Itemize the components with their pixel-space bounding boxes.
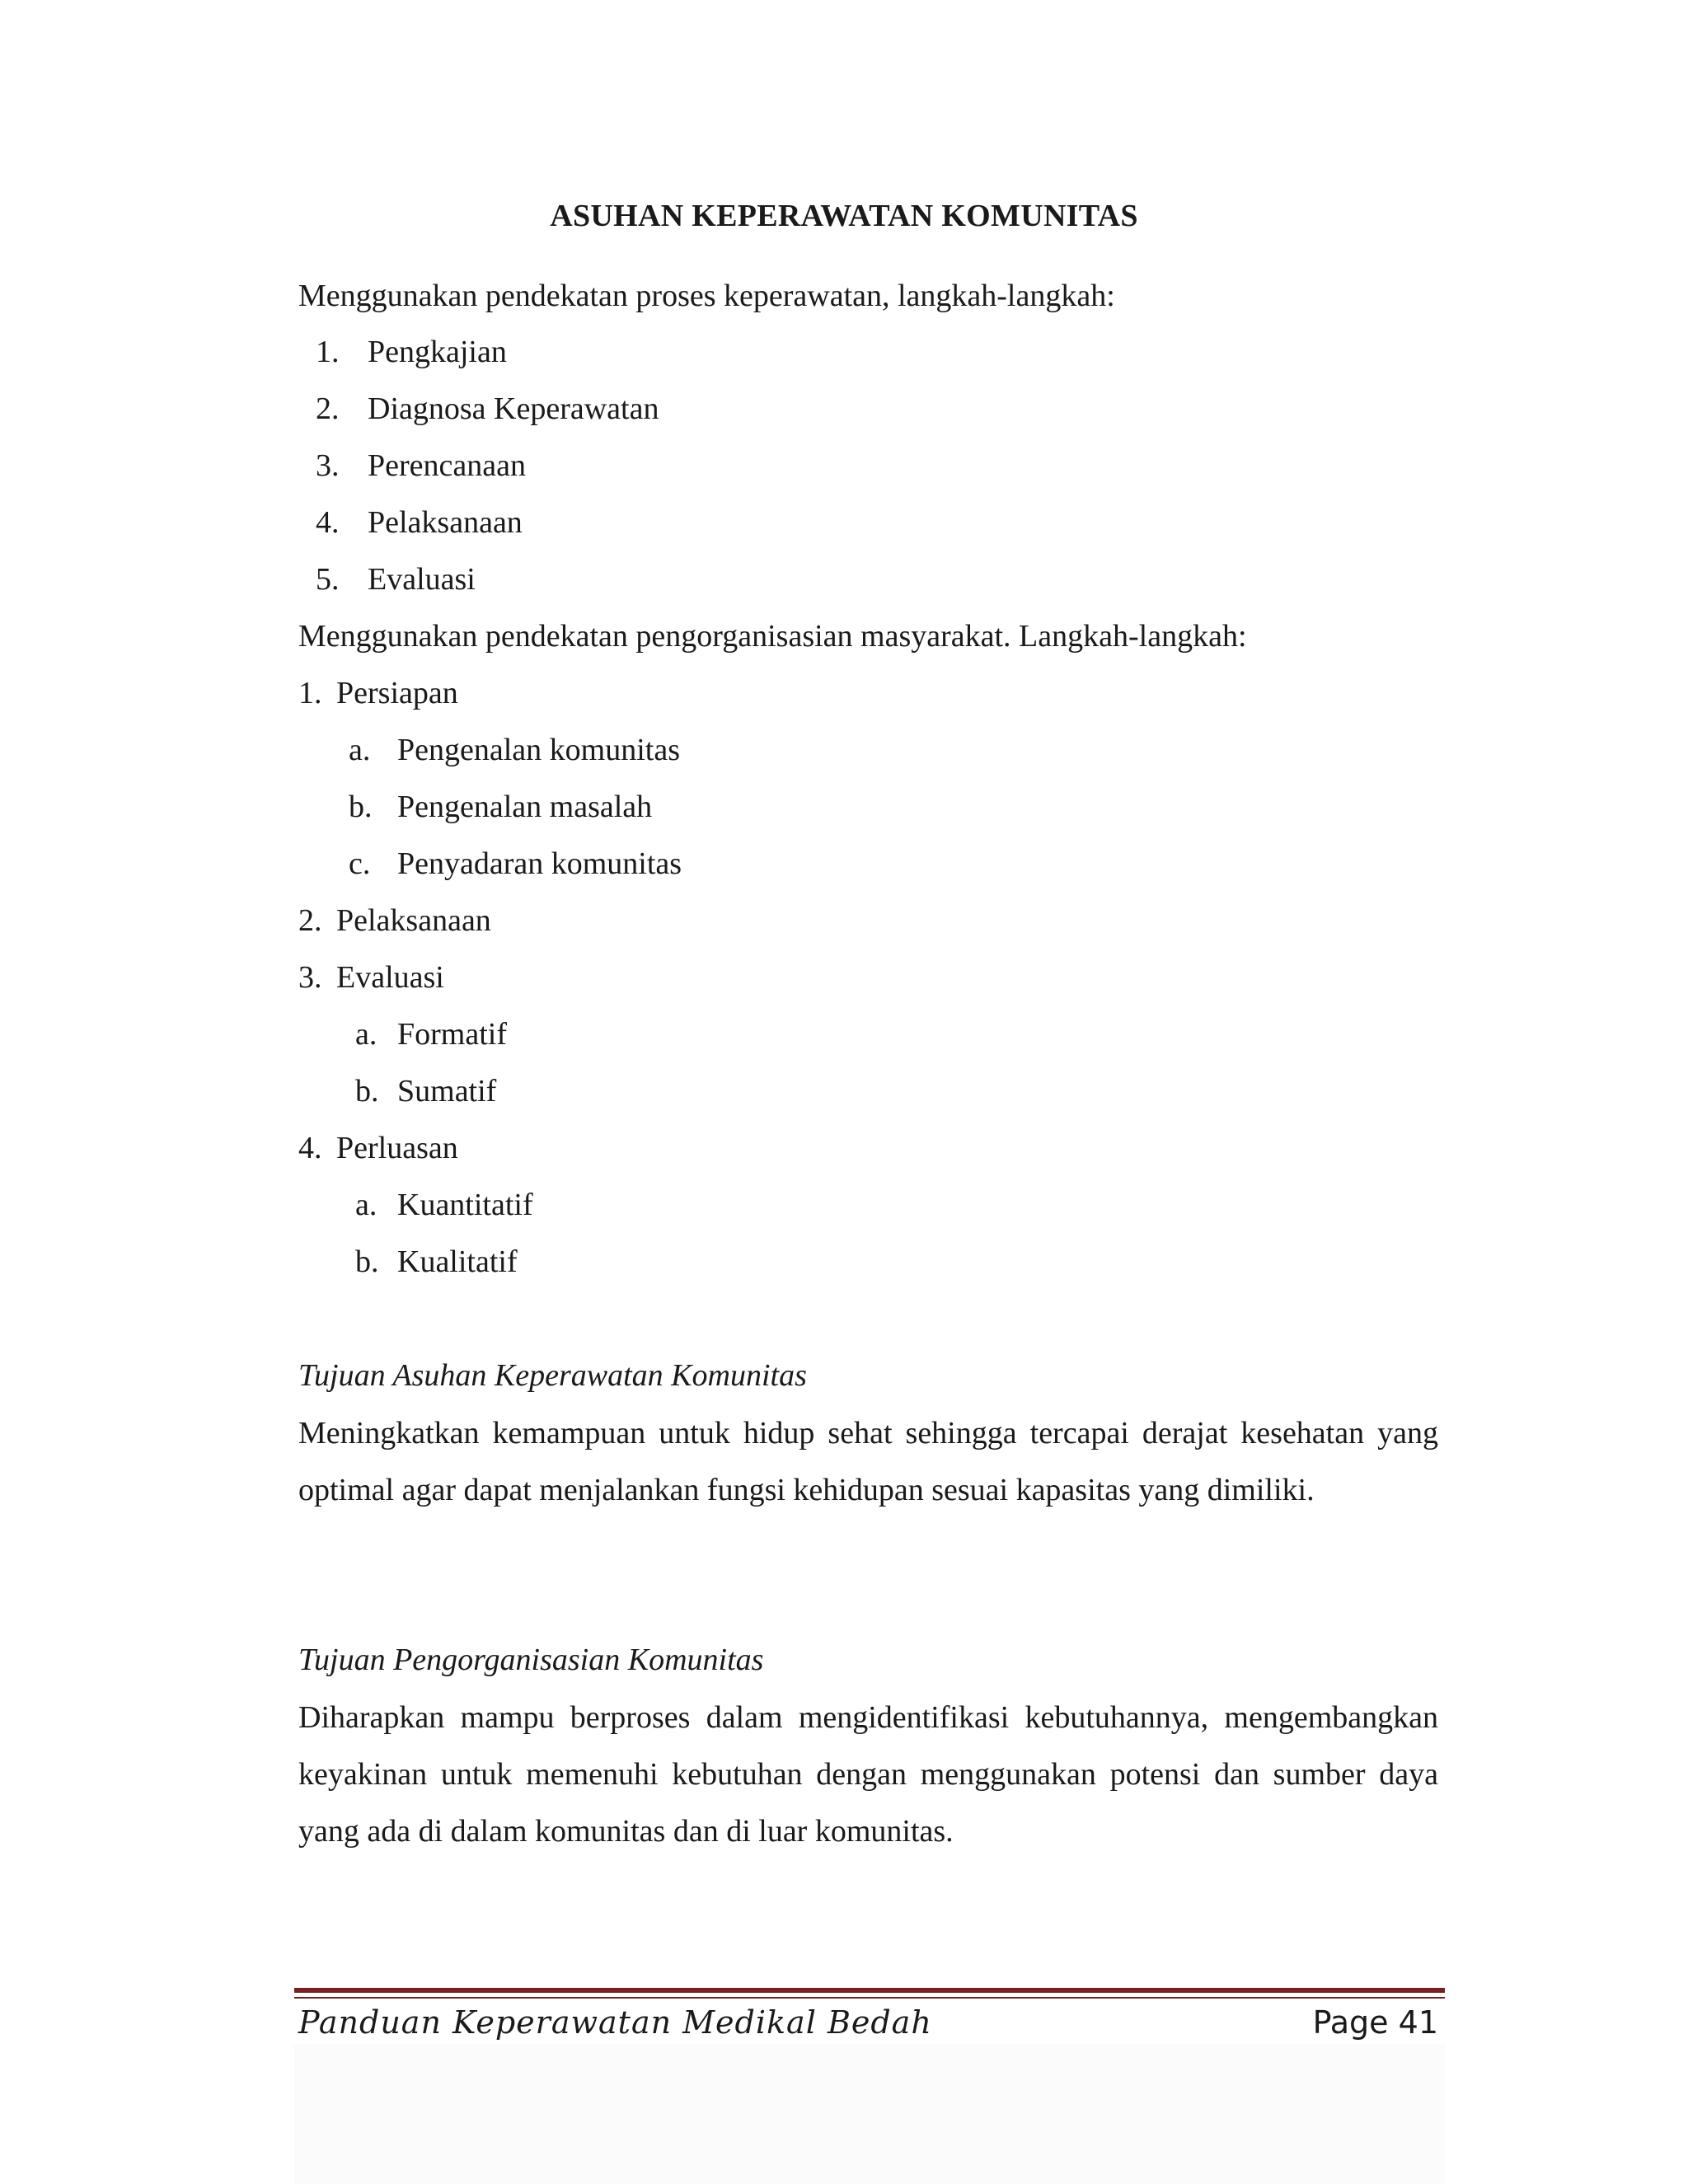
- list-item: Persiapan: [336, 676, 458, 710]
- list-item: Pelaksanaan: [368, 505, 523, 540]
- sub-item: Kualitatif: [397, 1244, 518, 1279]
- footer-book-title: Panduan Keperawatan Medikal Bedah: [298, 2004, 932, 2041]
- list-item: Pelaksanaan: [336, 903, 491, 938]
- intro-community-organizing: Menggunakan pendekatan pengorganisasian masyarakat. Langkah-langkah:: [298, 619, 1247, 654]
- list-item-number: 1.: [316, 335, 340, 369]
- footer-page-number: Page 41: [1312, 2004, 1438, 2041]
- sub-item-letter: b.: [355, 1074, 379, 1108]
- sub-item: Formatif: [397, 1017, 507, 1052]
- sub-item: Pengenalan komunitas: [397, 733, 680, 767]
- sub-item: Pengenalan masalah: [397, 790, 653, 824]
- intro-process: Menggunakan pendekatan proses keperawatan, langkah-langkah:: [298, 279, 1115, 313]
- sub-item-letter: a.: [355, 1017, 377, 1052]
- sub-item: Sumatif: [397, 1074, 497, 1108]
- sub-item-letter: a.: [355, 1188, 377, 1222]
- list-item: Pengkajian: [368, 335, 507, 369]
- section-heading-organizing-goal: Tujuan Pengorganisasian Komunitas: [298, 1643, 764, 1677]
- section-body-organizing-goal: Diharapkan mampu berproses dalam mengidentifikasi kebutuhannya, mengembangkan keyakinan untuk memenuhi kebutuhan dengan menggunakan potensi dan sumber daya yang ada di dalam komunitas dan di luar komunitas.: [298, 1700, 1438, 1849]
- list-item-number: 3.: [316, 448, 340, 483]
- footer-shade: [294, 2044, 1445, 2184]
- page-title: ASUHAN KEPERAWATAN KOMUNITAS: [550, 199, 1138, 233]
- section-heading-nursing-care-goal: Tujuan Asuhan Keperawatan Komunitas: [298, 1358, 807, 1393]
- sub-item-letter: b.: [349, 790, 373, 824]
- section-body-nursing-care-goal: Meningkatkan kemampuan untuk hidup sehat sehingga tercapai derajat kesehatan yang optimal agar dapat menjalankan fungsi kehidupan sesuai kapasitas yang dimiliki.: [298, 1416, 1438, 1507]
- list-item: Evaluasi: [368, 562, 476, 597]
- sub-item-letter: c.: [349, 846, 371, 881]
- list-item-number: 3.: [298, 960, 322, 995]
- list-item-number: 4.: [298, 1131, 322, 1165]
- sub-item: Kuantitatif: [397, 1188, 533, 1222]
- list-item: Perencanaan: [368, 448, 526, 483]
- list-item: Perluasan: [336, 1131, 458, 1165]
- list-item: Evaluasi: [336, 960, 444, 995]
- list-item-number: 4.: [316, 505, 340, 540]
- list-item-number: 2.: [298, 903, 322, 938]
- footer-rule-thin: [294, 1997, 1445, 1999]
- sub-item: Penyadaran komunitas: [397, 846, 682, 881]
- list-item-number: 2.: [316, 391, 340, 426]
- list-item-number: 1.: [298, 676, 322, 710]
- list-item-number: 5.: [316, 562, 340, 597]
- sub-item-letter: a.: [349, 733, 371, 767]
- sub-item-letter: b.: [355, 1244, 379, 1279]
- list-item: Diagnosa Keperawatan: [368, 391, 659, 426]
- footer-rule-thick: [294, 1988, 1445, 1993]
